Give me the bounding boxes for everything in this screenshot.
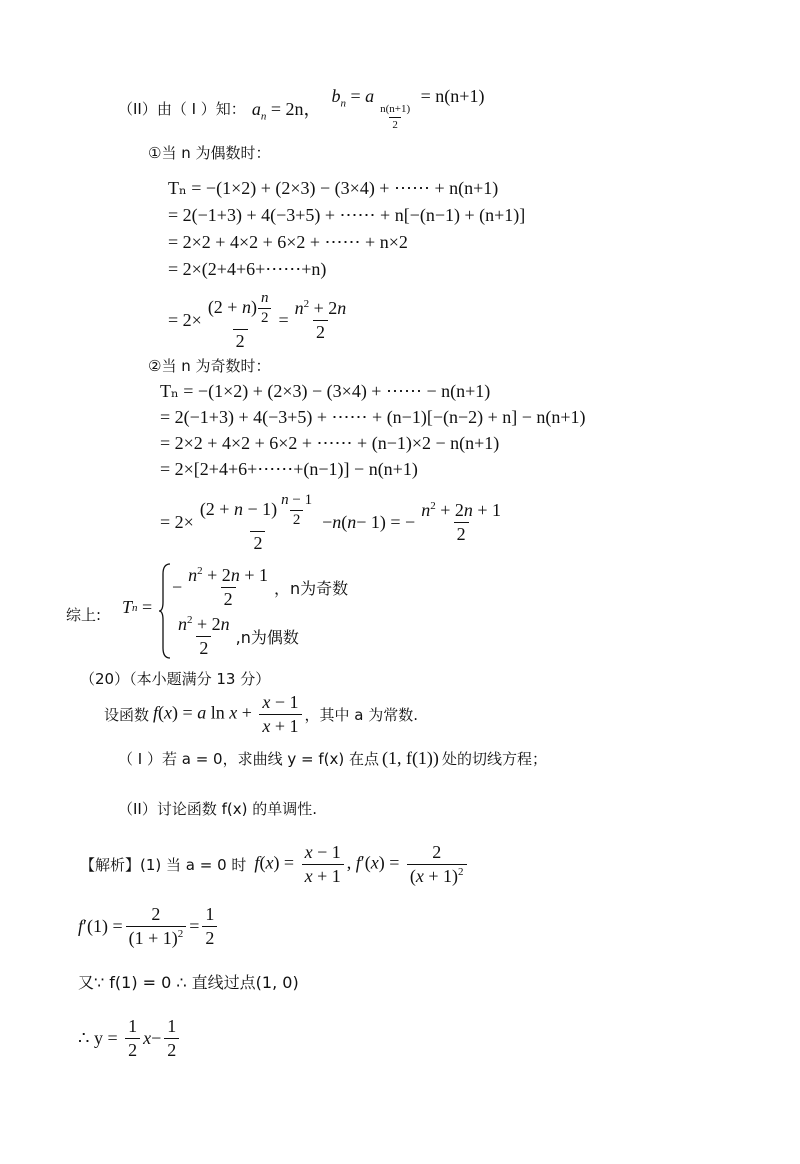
problem-20-stem: 设函数 f(x) = a ln x + $\frac{x - 1}{x + 1}$ ，其中 a 为常数. [104,692,419,736]
even-line-4: = 2×(2+4+6+⋯⋯+n) [168,259,327,279]
even-line-2: = 2(−1+3) + 4(−3+5) + ⋯⋯ + n[−(n−1) + (n+1)] [168,205,526,225]
odd-line-5: = 2× (2 + n − 1) $\frac{n - 1}{2}$ 2 − n ( n − 1) = − $\frac{n^2 + 2n + 1}{2}$ [160,492,502,553]
a-n-formula: $a_n = 2n$， [251,98,322,123]
odd-line-3: = 2×2 + 4×2 + 6×2 + ⋯⋯ + (n−1)×2 − n(n+1) [160,433,500,453]
solution-derivative-at-1: f ′(1) = $\frac{2}{(1 + 1)^2}$ = $\frac{1}{2}$ [78,904,220,948]
summary-tn: T n = [122,597,153,617]
summary-label: 综上: [66,606,102,624]
problem-20-header: （20）（本小题满分 13 分） [80,670,271,688]
left-brace-icon [158,562,172,660]
b-n-formula: $b_n = a$ $\frac{n(n+1)}{2}$ = n(n+1) [331,86,485,131]
solution-point: 又∵ f(1) = 0 ∴ 直线过点(1, 0) [78,973,299,992]
even-line-1: Tₙ = −(1×2) + (2×3) − (3×4) + ⋯⋯ + n(n+1) [168,178,499,198]
summary-odd: − $\frac{n^2 + 2n + 1}{2}$ ，n为奇数 [172,565,349,609]
even-line-5: = 2× (2 + n) $\frac{n}{2}$ 2 = $\frac{n^2 + 2n}{2}$ [168,290,347,351]
solution-step1: 【解析】 (1) 当 a = 0 时 f(x) = $\frac{x - 1}{x + 1}$ , f′(x) = $\frac{2}{(x + 1)^2}$ [80,842,470,886]
odd-line-1: Tₙ = −(1×2) + (2×3) − (3×4) + ⋯⋯ − n(n+1) [160,381,491,401]
summary-even: $\frac{n^2 + 2n}{2}$ ,n为偶数 [178,614,299,658]
odd-line-4: = 2×[2+4+6+⋯⋯+(n−1)] − n(n+1) [160,459,418,479]
problem-20-q1: （ I ）若 a = 0，求曲线 y = f(x) 在点 (1, f(1)) 处的切线方程； [118,748,547,768]
part2-intro [118,86,484,131]
even-line-3: = 2×2 + 4×2 + 6×2 + ⋯⋯ + n×2 [168,232,408,252]
part2-intro-label: （II）由（ I ）知： [118,100,246,119]
problem-20-q2: （II）讨论函数 f(x) 的单调性. [118,800,318,818]
solution-result: ∴ y = $\frac{1}{2}$ x − $\frac{1}{2}$ [78,1016,182,1060]
odd-line-2: = 2(−1+3) + 4(−3+5) + ⋯⋯ + (n−1)[−(n−2) + n] − n(n+1) [160,407,586,427]
case-even-heading: ①当 n 为偶数时： [148,144,271,162]
case-odd-heading: ②当 n 为奇数时： [148,357,271,375]
